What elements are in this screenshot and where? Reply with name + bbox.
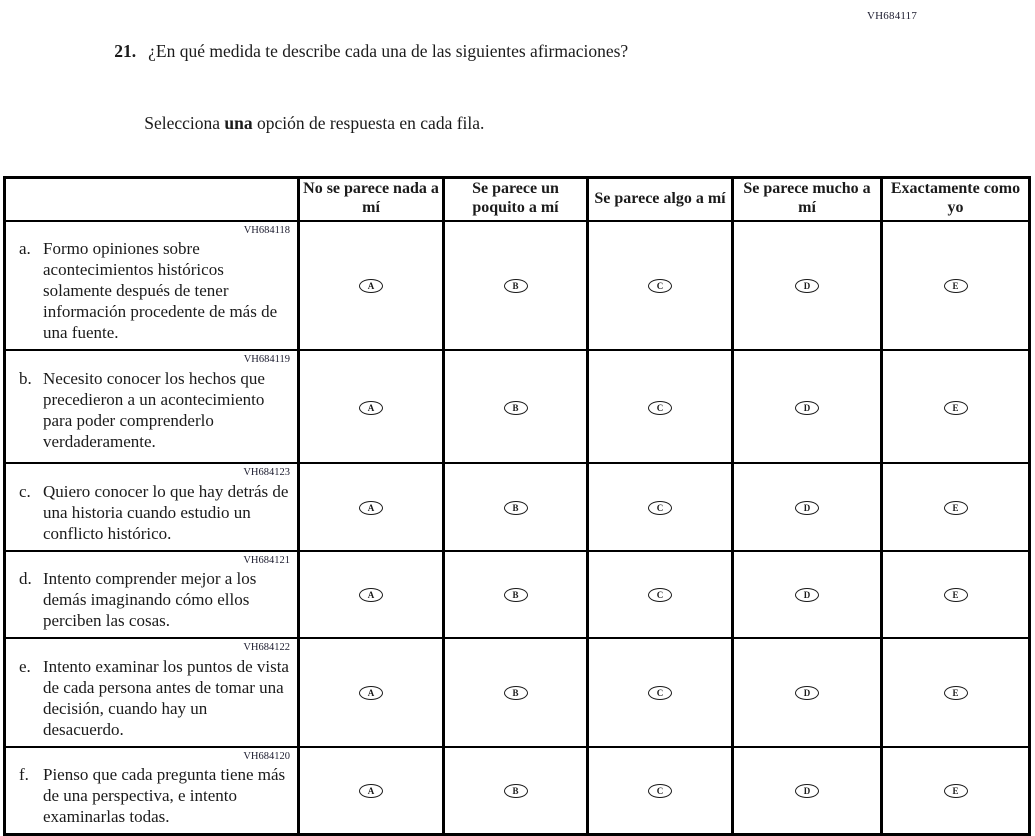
header-stub-cell xyxy=(5,178,299,221)
answer-cell xyxy=(444,747,588,835)
statement-cell xyxy=(5,350,299,463)
option-bubble-c[interactable]: C xyxy=(648,279,672,293)
answer-cell xyxy=(444,551,588,639)
option-bubble-a[interactable]: A xyxy=(359,588,383,602)
answer-cell xyxy=(882,463,1030,551)
option-bubble-e[interactable]: E xyxy=(944,784,968,798)
answer-cell xyxy=(588,350,733,463)
column-header-exactly-like-me: Exactamente como yo xyxy=(882,178,1030,221)
answer-cell xyxy=(299,350,444,463)
answer-cell xyxy=(733,350,882,463)
option-bubble-b[interactable]: B xyxy=(504,401,528,415)
answer-cell xyxy=(588,747,733,835)
row-code: VH684121 xyxy=(243,554,290,566)
option-bubble-d[interactable]: D xyxy=(795,279,819,293)
option-bubble-b[interactable]: B xyxy=(504,279,528,293)
option-bubble-e[interactable]: E xyxy=(944,501,968,515)
answer-cell xyxy=(882,638,1030,747)
statement-text: Necesito conocer los hechos que precedieron a un acontecimiento para poder comprenderlo verdaderamente. xyxy=(43,368,265,451)
option-bubble-c[interactable]: C xyxy=(648,401,672,415)
question-number: 21. xyxy=(114,41,137,61)
answer-cell xyxy=(299,463,444,551)
column-header-little-like-me: Se parece un poquito a mí xyxy=(444,178,588,221)
statement-text: Intento comprender mejor a los demás imaginando cómo ellos perciben las cosas. xyxy=(43,569,257,630)
option-bubble-a[interactable]: A xyxy=(359,784,383,798)
option-bubble-d[interactable]: D xyxy=(795,501,819,515)
option-bubble-d[interactable]: D xyxy=(795,784,819,798)
answer-cell xyxy=(444,221,588,351)
option-bubble-a[interactable]: A xyxy=(359,279,383,293)
option-bubble-d[interactable]: D xyxy=(795,588,819,602)
answer-cell xyxy=(444,350,588,463)
answer-cell xyxy=(588,638,733,747)
option-bubble-e[interactable]: E xyxy=(944,686,968,700)
option-bubble-e[interactable]: E xyxy=(944,401,968,415)
answer-cell xyxy=(299,221,444,351)
row-code: VH684123 xyxy=(243,467,290,478)
row-label: e. xyxy=(19,656,31,676)
column-header-not-like-me: No se parece nada a mí xyxy=(299,178,444,221)
statement-text: Pienso que cada pregunta tiene más de una perspectiva, e intento examinarlas todas. xyxy=(43,765,286,826)
option-bubble-c[interactable]: C xyxy=(648,784,672,798)
instruction-bold-word: una xyxy=(224,113,253,133)
row-label: f. xyxy=(19,765,29,784)
question-instruction xyxy=(118,92,1035,155)
statement-text: Intento examinar los puntos de vista de cada persona antes de tomar una decisión, cuando hay un desacuerdo. xyxy=(43,656,289,739)
answer-cell xyxy=(882,551,1030,639)
option-bubble-a[interactable]: A xyxy=(359,686,383,700)
row-label: b. xyxy=(19,368,32,388)
answer-cell xyxy=(733,551,882,639)
answer-cell xyxy=(882,221,1030,351)
answer-cell xyxy=(299,638,444,747)
column-header-somewhat-like-me: Se parece algo a mí xyxy=(588,178,733,221)
row-label: a. xyxy=(19,239,31,258)
answer-cell xyxy=(733,221,882,351)
statement-cell xyxy=(5,463,299,551)
option-bubble-b[interactable]: B xyxy=(504,588,528,602)
option-bubble-a[interactable]: A xyxy=(359,401,383,415)
table-row-c xyxy=(5,463,1030,551)
statement-cell xyxy=(5,221,299,351)
answer-cell xyxy=(882,350,1030,463)
answer-cell xyxy=(733,638,882,747)
option-bubble-b[interactable]: B xyxy=(504,501,528,515)
answer-cell xyxy=(299,551,444,639)
instruction-suffix: opción de respuesta en cada fila. xyxy=(252,113,485,133)
answer-cell xyxy=(299,747,444,835)
row-code: VH684122 xyxy=(243,642,290,653)
option-bubble-c[interactable]: C xyxy=(648,501,672,515)
row-label: c. xyxy=(19,481,31,501)
row-code: VH684120 xyxy=(243,750,290,762)
question-block xyxy=(0,0,1035,155)
answer-cell xyxy=(588,551,733,639)
statement-cell xyxy=(5,638,299,747)
instruction-prefix: Selecciona xyxy=(144,113,225,133)
table-row-a xyxy=(5,221,1030,351)
table-row-f xyxy=(5,747,1030,835)
option-bubble-c[interactable]: C xyxy=(648,588,672,602)
row-code: VH684118 xyxy=(243,224,290,236)
response-matrix-table xyxy=(3,176,1031,836)
row-label: d. xyxy=(19,569,32,588)
statement-text: Quiero conocer lo que hay detrás de una historia cuando estudio un conflicto histórico. xyxy=(43,481,289,543)
question-code: VH684117 xyxy=(867,10,918,22)
table-row-d xyxy=(5,551,1030,639)
table-row-e xyxy=(5,638,1030,747)
statement-cell xyxy=(5,747,299,835)
answer-cell xyxy=(588,221,733,351)
answer-cell xyxy=(882,747,1030,835)
answer-cell xyxy=(733,747,882,835)
header-row xyxy=(5,178,1030,221)
answer-cell xyxy=(444,463,588,551)
statement-text: Formo opiniones sobre acontecimientos históricos solamente después de tener información procedente de más de una fuente. xyxy=(43,239,278,342)
option-bubble-e[interactable]: E xyxy=(944,279,968,293)
row-code: VH684119 xyxy=(243,354,290,365)
option-bubble-d[interactable]: D xyxy=(795,401,819,415)
option-bubble-b[interactable]: B xyxy=(504,686,528,700)
column-header-a-lot-like-me: Se parece mucho a mí xyxy=(733,178,882,221)
table-row-b xyxy=(5,350,1030,463)
statement-cell xyxy=(5,551,299,639)
answer-cell xyxy=(733,463,882,551)
option-bubble-e[interactable]: E xyxy=(944,588,968,602)
option-bubble-b[interactable]: B xyxy=(504,784,528,798)
option-bubble-a[interactable]: A xyxy=(359,501,383,515)
question-text: ¿En qué medida te describe cada una de las siguientes afirmaciones? xyxy=(148,41,629,61)
answer-cell xyxy=(444,638,588,747)
option-bubble-d[interactable]: D xyxy=(795,686,819,700)
answer-cell xyxy=(588,463,733,551)
option-bubble-c[interactable]: C xyxy=(648,686,672,700)
